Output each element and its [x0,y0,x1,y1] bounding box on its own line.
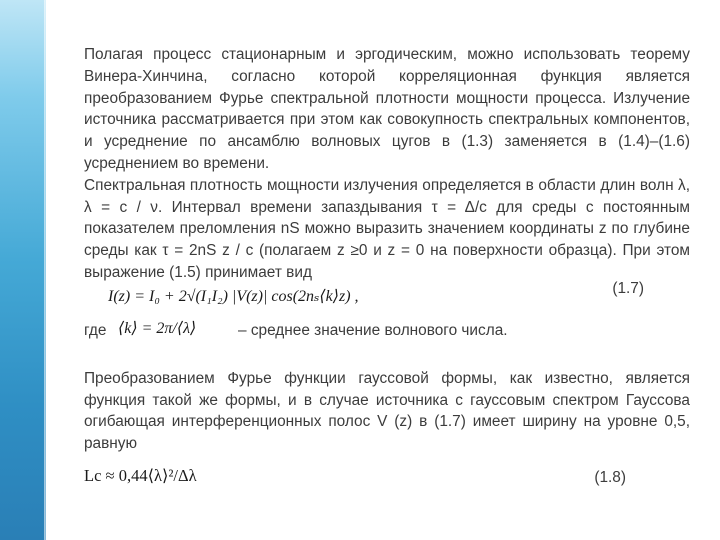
formula-1-7: I(z) = I₀ + 2√(I₁I₂) |V(z)| cos(2nₛ⟨k⟩z) , [108,287,359,305]
slide-content [84,44,690,495]
wavenumber-description: – среднее значение волнового числа. [238,321,508,339]
wavenumber-formula: ⟨k⟩ = 2π/⟨λ⟩ [118,319,197,337]
equation-number-1-8: (1.8) [594,468,626,486]
formula-1-7-row [84,279,690,314]
paragraph-wiener-khinchin: Полагая процесс стационарным и эргодическим, можно использовать теорему Винера-Хинчина, согласно которой корреляционная функция является преобразованием Фурье спектральной плотности мощности процесса. Излучение источника рассматривается при этом как совокупность спектральных компонентов, и усреднение по ансамблю волновых цугов в (1.3) заменяется в (1.4)–(1.6) усреднением во времени. [84,46,690,172]
decorative-side-band [0,0,46,540]
formula-1-8-row [84,465,690,495]
equation-number-1-7: (1.7) [612,279,644,297]
paragraph-gaussian: Преобразованием Фурье функции гауссовой формы, как известно, является функция такой же формы, и в случае источника с гауссовым спектром Гауссова огибающая интерференционных полос V (z) в (1.7) имеет ширину на уровне 0,5, равную [84,369,690,453]
paragraph-gap [84,346,690,368]
where-row [84,318,690,346]
where-word: где [84,321,107,339]
paragraph-spectral-density: Спектральная плотность мощности излучения определяется в области длин волн λ, λ = c / ν. Интервал времени запаздывания τ = Δ/c для среды с постоянным показателем преломления nS можно выразить значением координаты z по глубине среды как τ = 2nS z / c (полагаем z ≥0 и z = 0 на поверхности образца). При этом выражение (1.5) принимает вид [84,176,690,281]
formula-1-8: Lc ≈ 0,44⟨λ⟩²/Δλ [84,465,197,485]
